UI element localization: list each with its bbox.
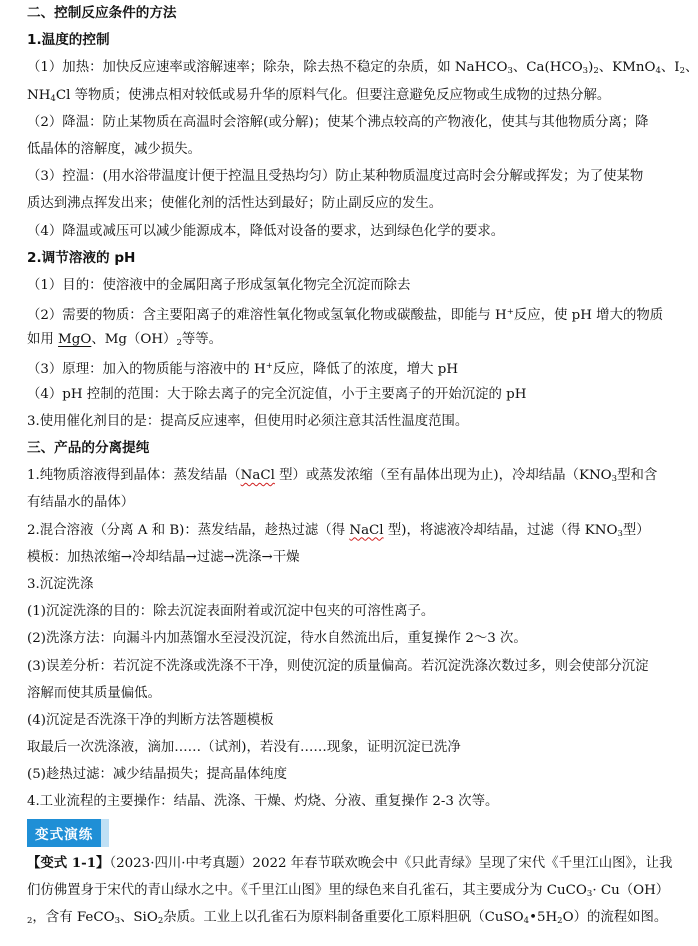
paragraph-industrial-operations: 4.工业流程的主要操作：结晶、洗涤、干燥、灼烧、分液、重复操作 2-3 次等。 [27,794,499,810]
practice-badge-row [27,816,684,850]
subscript: 2 [27,916,33,926]
paragraph-pressure: （4）降温或减压可以减少能源成本，降低对设备的要求，达到绿色化学的要求。 [27,223,505,239]
text: 型)，将滤液冷却结晶，过滤（得 KNO [383,522,618,538]
text: 反应，使 pH 增大的物质 [513,308,664,324]
subsection-title-ph: 2.调节溶液的 pH [27,249,136,266]
text: 、Mg（OH） [91,332,177,348]
text: （1）加热：加快反应速率或溶解速率；除杂，除去热不稳定的杂质，如 NaHCO [27,60,508,76]
paragraph-ph-principle [27,353,684,380]
paragraph-crystallization-cont: 有结晶水的晶体） [27,495,135,511]
paragraph-error-analysis-cont: 溶解而使其质量偏低。 [27,685,161,701]
paragraph-ph-purpose: （1）目的：使溶液中的金属阳离子形成氢氧化物完全沉淀而除去 [27,277,411,293]
text: 型） [622,522,650,538]
subscript: 4 [523,916,530,926]
practice-badge: 变式演练 [27,819,109,847]
paragraph-ph-substances-cont [27,326,684,353]
exercise-line-2 [27,877,684,904]
text: 、I [660,60,680,76]
superscript: + [506,307,514,318]
text: 型和含 [617,468,658,484]
paragraph-template: 模板：加热浓缩→冷却结晶→过滤→洗涤→干燥 [27,549,300,565]
paragraph-error-analysis: (3)误差分析：若沉淀不洗涤或洗涤不干净，则使沉淀的质量偏高。若沉淀洗涤次数过多，则会使部分沉淀 [27,658,649,674]
paragraph-heating [27,54,698,81]
subscript: 4 [655,66,661,77]
subscript: 4 [50,93,56,104]
paragraph-ph-substances [27,299,684,326]
superscript: + [265,361,273,372]
subscript: 3 [586,888,593,899]
subscript: 2 [593,66,599,77]
paragraph-hot-filtration: (5)趁热过滤：减少结晶损失；提高晶体纯度 [27,767,287,783]
text: Cl 等物质；使沸点相对较低或易升华的原料气化。但要注意避免反应物或生成物的过热分解。 [55,87,611,103]
paragraph-washing-method: (2)洗涤方法：向漏斗内加蒸馏水至浸没沉淀，待水自然流出后，重复操作 2～3 次。 [27,631,527,647]
text: 反应，降低了的浓度，增大 pH [272,362,459,378]
text: （3）原理：加入的物质能与溶液中的 H [27,362,266,378]
section-title-control-conditions: 二、控制反应条件的方法 [27,5,177,21]
text: · Cu（OH） [592,882,670,898]
subscript: 3 [611,474,618,485]
paragraph-precipitate-washing: 3.沉淀洗涤 [27,576,94,592]
subscript: 3 [617,528,623,539]
text: 型）或蒸发浓缩（至有晶体出现为止)，冷却结晶（KNO [274,468,612,484]
spellcheck-text: NaCl [240,468,275,484]
exercise-label: 【变式 1-1】 [27,854,110,871]
paragraph-temp-control: （3）控温：(用水浴带温度计便于控温且受热均匀）防止某种物质温度过高时会分解或挥发；为了使某物 [27,169,644,185]
text: 们仿佛置身于宋代的青山绿水之中。《千里江山图》里的绿色来自孔雀石，其主要成分为 CuCO [27,882,587,898]
paragraph-mixed-solution [27,517,684,544]
section-title-separation: 三、产品的分离提纯 [27,440,150,456]
text: NH [27,87,51,103]
exercise-line-1 [27,850,684,877]
paragraph-catalyst: 3.使用催化剂目的是：提高反应速率，但使用时必须注意其活性温度范围。 [27,413,469,429]
paragraph-washing-purpose: (1)沉淀洗涤的目的：除去沉淀表面附着或沉淀中包夹的可溶性离子。 [27,604,435,620]
paragraph-judge-template: (4)沉淀是否洗涤干净的判断方法答题模板 [27,712,274,728]
text: •5H [529,910,558,925]
text: O）的流程如图。 [562,910,668,925]
text: 、 [685,60,698,76]
text: 等等。 [181,332,223,348]
paragraph-ph-range: （4）pH 控制的范围：大于除去离子的完全沉淀值，小于主要离子的开始沉淀的 pH [27,386,527,402]
text: 杂质。工业上以孔雀石为原料制备重要化工原料胆矾（CuSO [163,910,524,925]
paragraph-crystallization [27,462,684,489]
text: 、Ca(HCO [512,60,583,76]
paragraph-temp-control-cont: 质达到沸点挥发出来；使催化剂的活性达到最好；防止副反应的发生。 [27,196,443,212]
subscript: 2 [679,66,685,77]
exercise-line-3 [27,904,684,931]
underlined-text: MgO [58,332,92,348]
spellcheck-text: NaCl [349,522,384,538]
text: 、KMnO [598,60,656,76]
text: ) [588,60,594,76]
text: 2.混合溶液（分离 A 和 B)：蒸发结晶，趁热过滤（得 [27,522,350,538]
paragraph-cooling-cont: 低晶体的溶解度，减少损失。 [27,141,202,157]
subscript: 2 [176,338,182,349]
text: （2023·四川·中考真题）2022 年春节联欢晚会中《只此青绿》呈现了宋代《千里江山图》，让我 [109,855,673,871]
text: （2）需要的物质：含主要阳离子的难溶性氧化物或氢氧化物或碳酸盐，即能与 H [27,308,507,324]
text: ，含有 FeCO [32,910,115,925]
paragraph-heating-cont [27,82,684,109]
subscript: 2 [157,916,164,926]
text: 、SiO [119,910,158,925]
subscript: 3 [582,66,589,77]
text: 1.纯物质溶液得到晶体：蒸发结晶（ [27,468,241,484]
subscript: 2 [557,916,563,926]
paragraph-judge-answer: 取最后一次洗涤液，滴加……（试剂)，若没有……现象，证明沉淀已洗净 [27,740,461,756]
subscript: 3 [114,916,120,926]
subscript: 3 [507,66,513,77]
subsection-title-temperature: 1.温度的控制 [27,32,110,49]
text: 如用 [27,332,59,348]
paragraph-cooling: （2）降温：防止某物质在高温时会溶解(或分解)；使某个沸点较高的产物液化，使其与其他物质分离；降 [27,114,649,130]
